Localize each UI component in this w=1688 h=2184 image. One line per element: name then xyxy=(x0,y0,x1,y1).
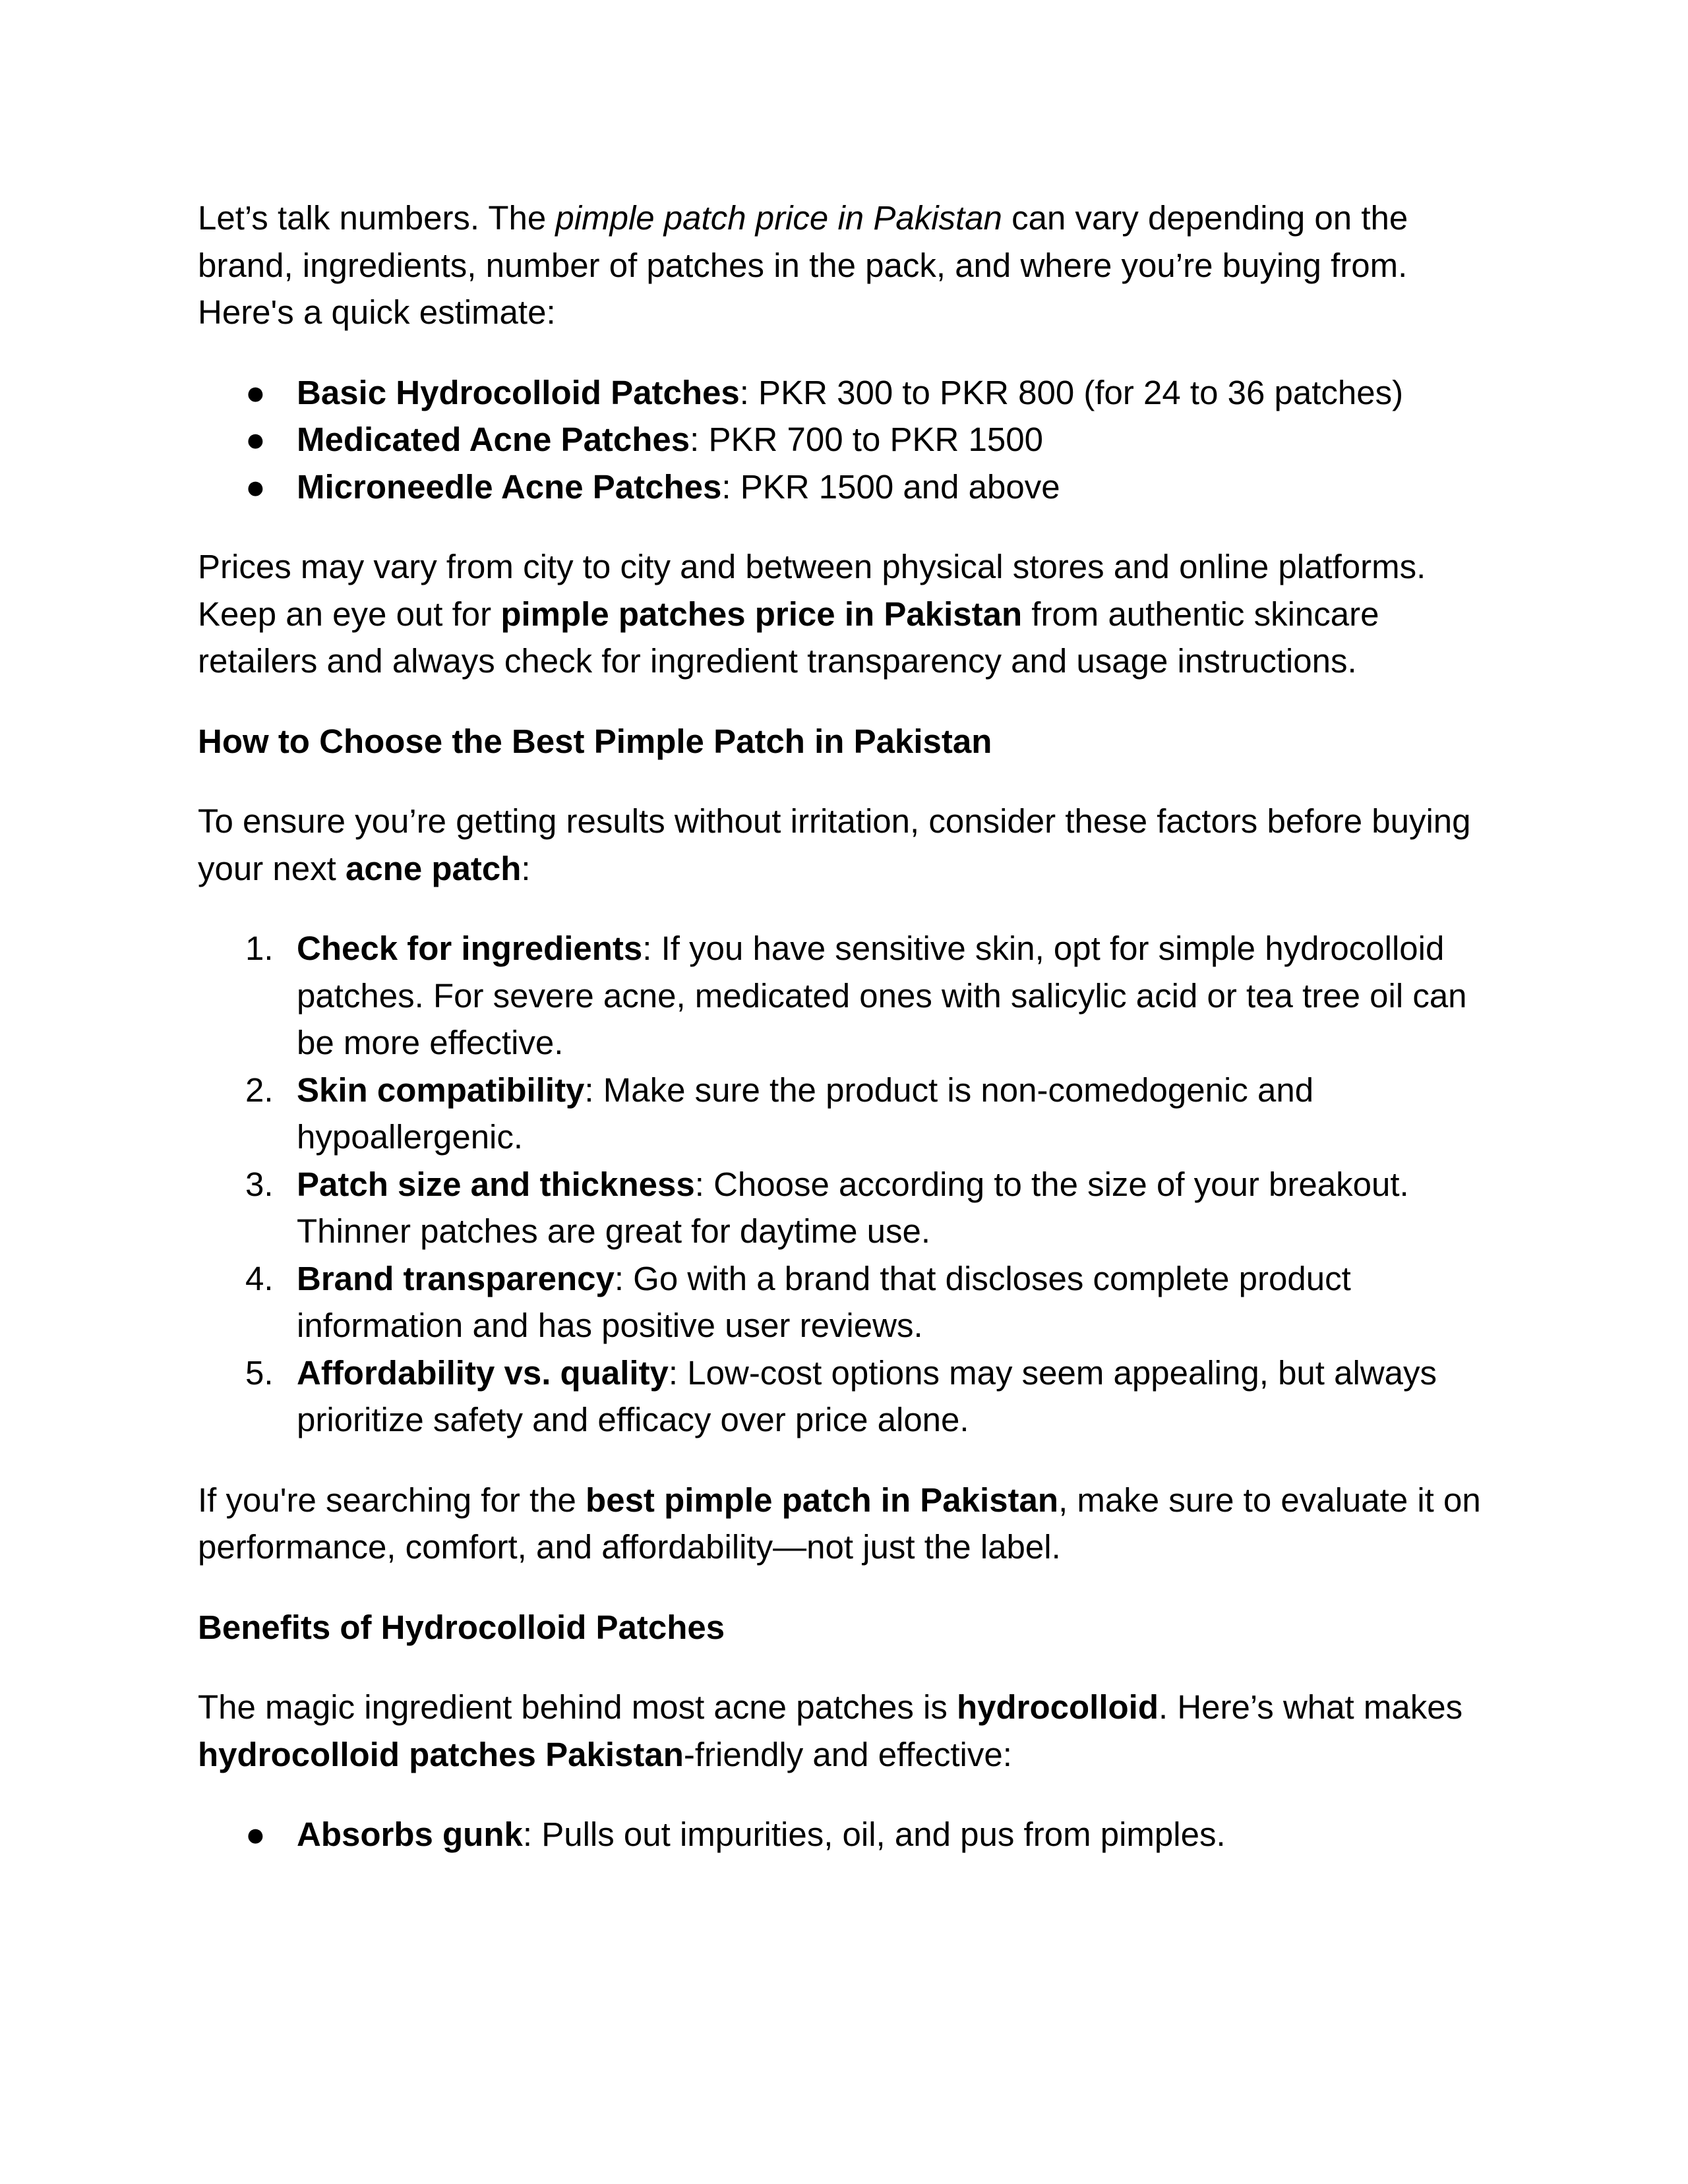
prices-paragraph xyxy=(198,543,1507,685)
bullet-icon: ● xyxy=(245,421,266,458)
choose-intro-paragraph xyxy=(198,798,1507,892)
list-item-text: : Make sure the product is non-comedogenic and hypoallergenic. xyxy=(297,1071,1314,1156)
benefits-text-3: -friendly and effective: xyxy=(683,1735,1012,1773)
list-item-label: Check for ingredients xyxy=(297,930,643,967)
choose-intro-text-2: : xyxy=(521,849,531,887)
list-item-text: : PKR 300 to PKR 800 (for 24 to 36 patches) xyxy=(739,373,1404,411)
benefits-list xyxy=(198,1811,1507,1858)
list-item-text: : PKR 700 to PKR 1500 xyxy=(690,421,1043,458)
list-item-text: : Pulls out impurities, oil, and pus from pimples. xyxy=(522,1815,1226,1853)
list-number: 5. xyxy=(245,1353,274,1392)
heading-choose: How to Choose the Best Pimple Patch in Pakistan xyxy=(198,722,992,760)
choose-intro-text-1: To ensure you’re getting results without irritation, consider these factors before buying your next xyxy=(198,802,1471,887)
list-number: 2. xyxy=(245,1071,274,1109)
list-item xyxy=(198,1349,1507,1444)
prices-text-1: Prices may vary from city to city and between physical stores and online platforms. Keep an eye out for xyxy=(198,548,1426,633)
list-item xyxy=(198,1067,1507,1161)
bullet-icon: ● xyxy=(245,467,266,506)
intro-text-1: Let’s talk numbers. The xyxy=(198,199,556,237)
bullet-icon: ● xyxy=(245,373,266,411)
list-item-label: Basic Hydrocolloid Patches xyxy=(297,373,740,411)
benefits-text-1: The magic ingredient behind most acne patches is xyxy=(198,1688,957,1726)
choose-list xyxy=(198,925,1507,1444)
choose-intro-bold: acne patch xyxy=(345,849,522,887)
list-item-text: : Go with a brand that discloses complete product information and has positive user reviews. xyxy=(297,1259,1351,1344)
list-item xyxy=(198,1161,1507,1255)
document-page xyxy=(198,194,1507,1891)
search-bold-keyword: best pimple patch in Pakistan xyxy=(586,1481,1059,1519)
list-item-text: : Low-cost options may seem appealing, but always prioritize safety and efficacy over price alone. xyxy=(297,1353,1437,1438)
list-item xyxy=(198,1811,1507,1858)
list-number: 4. xyxy=(245,1259,274,1297)
benefits-intro-paragraph xyxy=(198,1684,1507,1778)
bullet-icon: ● xyxy=(245,1815,266,1853)
search-text-2: , make sure to evaluate it on performance, comfort, and affordability—not just the label. xyxy=(198,1481,1481,1566)
list-item xyxy=(198,463,1507,511)
list-item-label: Patch size and thickness xyxy=(297,1165,695,1203)
benefits-text-2: . Here’s what makes xyxy=(1159,1688,1463,1726)
list-item xyxy=(198,369,1507,417)
benefits-bold-1: hydrocolloid xyxy=(957,1688,1159,1726)
list-item xyxy=(198,416,1507,463)
list-item-label: Affordability vs. quality xyxy=(297,1353,669,1392)
intro-text-2: can vary depending on the brand, ingredients, number of patches in the pack, and where you’re buying from. Here's a quick estimate: xyxy=(198,199,1408,331)
list-item-label: Microneedle Acne Patches xyxy=(297,467,722,506)
list-item-label: Brand transparency xyxy=(297,1259,615,1297)
list-item-label: Absorbs gunk xyxy=(297,1815,523,1853)
list-number: 1. xyxy=(245,930,274,967)
prices-text-2: from authentic skincare retailers and always check for ingredient transparency and usage instructions. xyxy=(198,595,1379,680)
price-list xyxy=(198,369,1507,511)
list-item-text: : PKR 1500 and above xyxy=(721,467,1060,506)
search-paragraph xyxy=(198,1477,1507,1571)
list-item-label: Medicated Acne Patches xyxy=(297,421,690,458)
list-item-text: : Choose according to the size of your breakout. Thinner patches are great for daytime use. xyxy=(297,1165,1409,1250)
prices-bold-keyword: pimple patches price in Pakistan xyxy=(500,595,1023,633)
list-item xyxy=(198,1255,1507,1349)
list-number: 3. xyxy=(245,1165,274,1203)
intro-italic-keyword: pimple patch price in Pakistan xyxy=(555,199,1002,237)
heading-benefits: Benefits of Hydrocolloid Patches xyxy=(198,1608,725,1646)
benefits-bold-2: hydrocolloid patches Pakistan xyxy=(198,1735,684,1773)
list-item xyxy=(198,925,1507,1067)
list-item-label: Skin compatibility xyxy=(297,1071,585,1109)
intro-paragraph xyxy=(198,194,1507,336)
search-text-1: If you're searching for the xyxy=(198,1481,586,1519)
list-item-text: : If you have sensitive skin, opt for simple hydrocolloid patches. For severe acne, medicated ones with salicylic acid or tea tree oil can be more effective. xyxy=(297,930,1467,1061)
